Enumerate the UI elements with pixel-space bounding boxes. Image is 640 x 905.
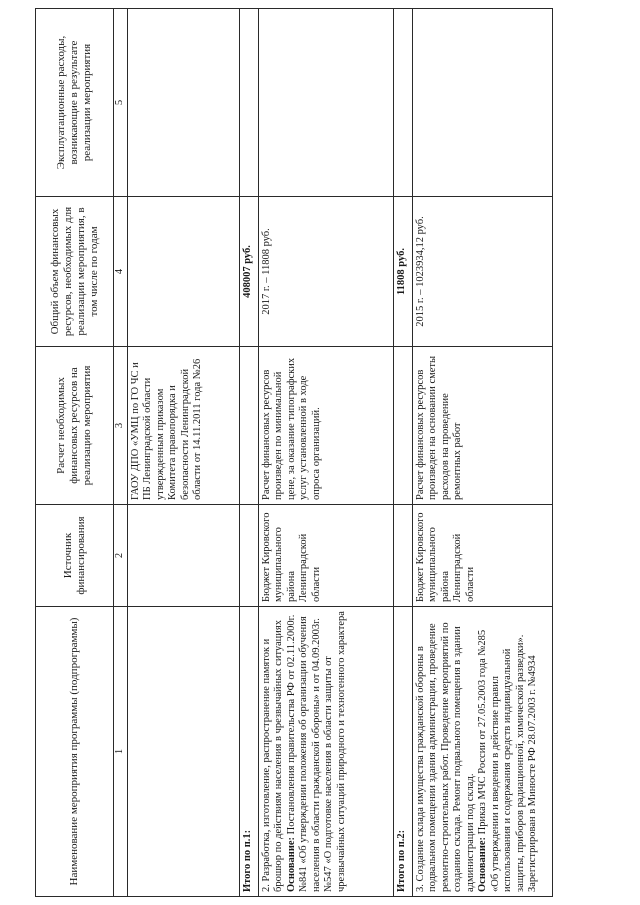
header-operating-costs: Эксплуатационные расходы, возникающие в результате реализации мероприятия	[36, 9, 114, 197]
measure-cell	[258, 607, 393, 897]
volume-cell: 2017 г. – 11808 руб.	[258, 197, 393, 347]
basis-text: Постановления правительства РФ от 02.11.2000г. №841 «Об утверждении положения об организации обучения населения в области гражданской обороны» и от 04.09.2003г. №547 «О подготовке населения в области защиты от чрезвычайных ситуаций природного и техногенного характера	[285, 611, 347, 892]
costs-cell	[127, 9, 239, 197]
column-number: 1	[114, 607, 128, 897]
measure-text: 3. Создание склада имущества гражданской обороны в подвальном помещении здания администрации, проведение ремонтно-строительных работ. Проведение мероприятий по созданию склада. Ремонт подвального помещения в здании администрации под склад.	[414, 622, 476, 892]
subtotal-label: Итого по п.2:	[393, 607, 412, 897]
basis-text: Приказ МЧС России от 27.05.2003 года №285 «Об утверждении и введении в действие правил использования и содержания средств индивидуальной защиты, приборов радиационной, химической разведки». Зарегистрирован в Минюсте РФ 28.07.2003 г. №4934	[477, 629, 538, 892]
table-row	[258, 9, 393, 897]
table-row	[412, 9, 552, 897]
header-measure-name: Наименование мероприятия программы (подпрограммы)	[36, 607, 114, 897]
table-row	[127, 9, 239, 897]
costs-cell	[412, 9, 552, 197]
measure-cell	[127, 607, 239, 897]
header-resource-calculation: Расчет необходимых финансовых ресурсов на реализацию мероприятия	[36, 347, 114, 505]
measure-text: 2. Разработка, изготовление, распространение памяток и брошюр по действиям населения в чрезвычайных ситуациях	[260, 619, 284, 892]
costs-cell	[258, 9, 393, 197]
column-number: 5	[114, 9, 128, 197]
source-cell	[127, 505, 239, 607]
basis-label: Основание:	[285, 836, 297, 892]
source-cell: Бюджет Кировского муниципального района Ленинградской области	[412, 505, 552, 607]
measure-cell	[412, 607, 552, 897]
calculation-cell: Расчет финансовых ресурсов произведен на основании сметы расходов на проведение ремонтных работ	[412, 347, 552, 505]
header-total-volume: Общий объем финансовых ресурсов, необходимых для реализации мероприятия, в том числе по годам	[36, 197, 114, 347]
volume-cell	[127, 197, 239, 347]
subtotal-row	[239, 9, 258, 897]
subtotal-value: 11808 руб.	[393, 197, 412, 347]
subtotal-row	[393, 9, 412, 897]
column-number: 2	[114, 505, 128, 607]
column-numbers-row	[114, 9, 128, 897]
column-number: 4	[114, 197, 128, 347]
header-row	[36, 9, 114, 897]
header-funding-source: Источник финансирования	[36, 505, 114, 607]
subtotal-label: Итого по п.1:	[239, 607, 258, 897]
calculation-cell: Расчет финансовых ресурсов произведен по минимальной цене, за оказание типографских услуг установленной в ходе опроса организаций.	[258, 347, 393, 505]
basis-label: Основание:	[477, 836, 488, 892]
volume-cell: 2015 г. – 1023934,12 руб.	[412, 197, 552, 347]
subtotal-value: 408007 руб.	[239, 197, 258, 347]
column-number: 3	[114, 347, 128, 505]
program-measures-table	[35, 8, 553, 897]
calculation-cell: ГАОУ ДПО «УМЦ по ГО ЧС и ПБ Ленинградской области утвержденным приказом Комитета правопорядка и безопасности Ленинградской области от 14.11.2011 года №26	[127, 347, 239, 505]
source-cell: Бюджет Кировского муниципального района Ленинградской области	[258, 505, 393, 607]
